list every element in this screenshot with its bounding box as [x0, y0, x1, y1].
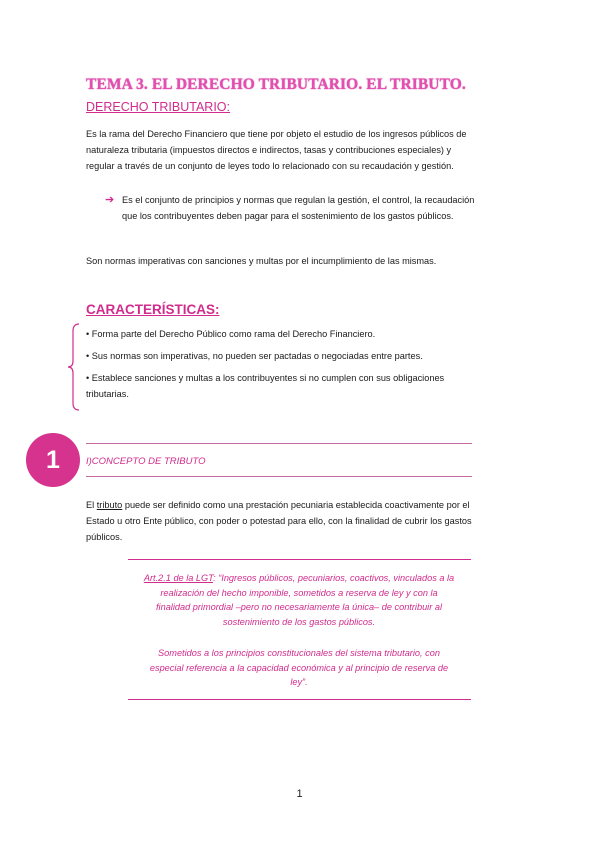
list-item-continuation: tributarias. — [86, 389, 129, 399]
section-heading-concepto: I)CONCEPTO DE TRIBUTO — [86, 456, 206, 467]
list-item: • Forma parte del Derecho Público como rama del Derecho Financiero. — [86, 329, 376, 339]
tributo-line: Estado u otro Ente público, con poder o potestad para ello, con la finalidad de cubrir los gastos — [86, 516, 472, 526]
tributo-term: tributo — [96, 500, 123, 510]
quote-reference: Art.2.1 de la LGT — [143, 573, 214, 583]
page-title: TEMA 3. EL DERECHO TRIBUTARIO. EL TRIBUTO. — [86, 76, 466, 93]
intro-paragraph — [86, 126, 516, 174]
arrow-line: Es el conjunto de principios y normas que regulan la gestión, el control, la recaudación — [122, 195, 475, 205]
brace-decoration — [68, 323, 80, 411]
lgt-quote-continued — [118, 646, 480, 690]
section-heading-derecho-tributario: DERECHO TRIBUTARIO: — [86, 100, 230, 114]
arrow-bullet-text — [122, 192, 522, 224]
divider-line — [128, 699, 471, 700]
arrow-line: que los contribuyentes deben pagar para el sostenimiento de los gastos públicos. — [122, 211, 454, 221]
lgt-quote: Art.2.1 de la LGT: “Ingresos públicos, pecuniarios, coactivos, vinculados a la realización del hecho imponible, sometidos a reserva de ley y con la finalidad primordial –pero no necesariamente la única– de contribuir al sostenimiento de los gastos públicos. — [118, 571, 480, 629]
intro-line: Es la rama del Derecho Financiero que tiene por objeto el estudio de los ingresos públicos de — [86, 129, 467, 139]
divider-line — [128, 559, 471, 560]
intro-line: regular a través de un conjunto de leyes todo lo relacionado con su recaudación y gestión. — [86, 161, 454, 171]
caracteristicas-list — [86, 326, 506, 402]
section-number-badge: 1 — [26, 433, 80, 487]
quote-line: especial referencia a la capacidad económica y al principio de reserva de — [149, 662, 449, 673]
section-heading-caracteristicas: CARACTERÍSTICAS: — [86, 302, 220, 317]
list-item: • Sus normas son imperativas, no pueden ser pactadas o negociadas entre partes. — [86, 351, 423, 361]
tributo-line: públicos. — [86, 532, 123, 542]
list-item: • Establece sanciones y multas a los contribuyentes si no cumplen con sus obligaciones — [86, 373, 445, 383]
divider-line — [86, 443, 472, 444]
divider-line — [86, 476, 472, 477]
quote-line: ley”. — [290, 677, 308, 687]
quote-line: sostenimiento de los gastos públicos. — [222, 616, 376, 627]
quote-line: Sometidos a los principios constitucionales del sistema tributario, con — [158, 648, 440, 658]
tributo-paragraph — [86, 497, 518, 545]
page-number: 1 — [296, 788, 303, 800]
intro-line: naturaleza tributaria (impuestos directos e indirectos, tasas y contribuciones especiales) y — [86, 145, 452, 155]
arrow-bullet-icon: ➔ — [105, 194, 115, 206]
tributo-line: El tributo puede ser definido como una prestación pecuniaria establecida coactivamente por el — [86, 500, 470, 510]
normas-paragraph: Son normas imperativas con sanciones y multas por el incumplimiento de las mismas. — [86, 256, 437, 266]
quote-line: finalidad primordial –pero no necesariamente la única– de contribuir al — [155, 602, 442, 612]
quote-line: realización del hecho imponible, sometidos a reserva de ley y con la — [160, 587, 438, 598]
